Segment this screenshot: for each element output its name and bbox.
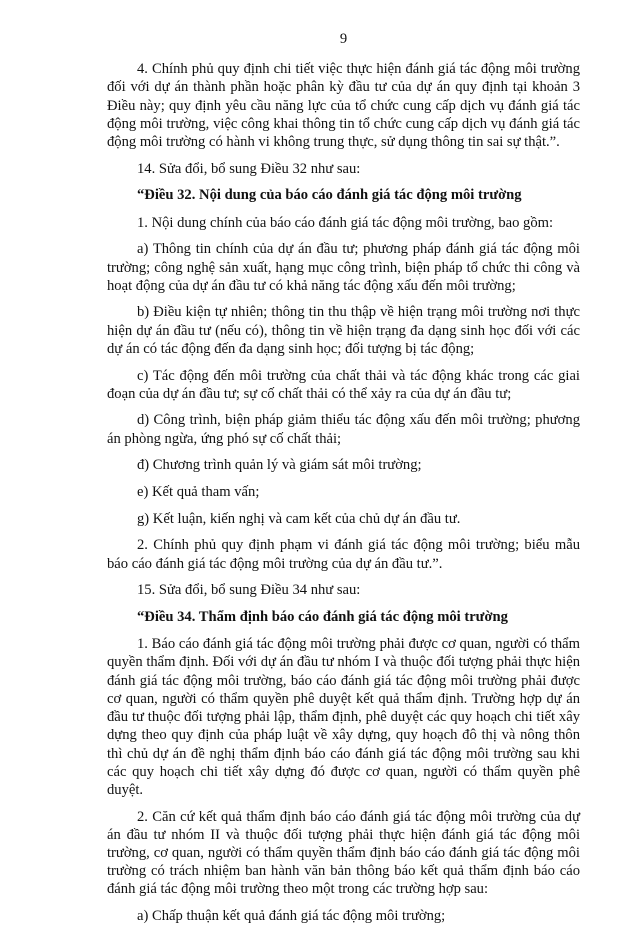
paragraph: 4. Chính phủ quy định chi tiết việc thực hiện đánh giá tác động môi trường đối với dự án thành phần hoặc phân kỳ đầu tư của dự án quy định tại khoản 3 Điều này; quy định yêu cầu năng lực của tổ chức cung cấp dịch vụ đánh giá tác động môi trường, việc công khai thông tin tổ chức cung cấp dịch vụ đánh giá tác động môi trường có hành vi không trung thực, sử dụng thông tin sai sự thật.”.: [107, 61, 580, 151]
page-number: 9: [339, 31, 348, 47]
paragraph: a) Chấp thuận kết quả đánh giá tác động môi trường;: [137, 908, 446, 925]
article-heading: “Điều 34. Thẩm định báo cáo đánh giá tác động môi trường: [137, 609, 508, 626]
paragraph: 1. Báo cáo đánh giá tác động môi trường phải được cơ quan, người có thẩm quyền thẩm định. Đối với dự án đầu tư nhóm I và thuộc đối tượng phải thực hiện đánh giá tác động môi trường, báo cáo đánh giá tác động môi trường phải được cơ quan, người có thẩm quyền phê duyệt kết quả thẩm định. Trường hợp dự án đầu tư thuộc đối tượng phải lập, thẩm định, phê duyệt các quy hoạch chi tiết xây dựng theo quy định của pháp luật về xây dựng, quy hoạch đô thị và nông thôn thì chủ dự án đề nghị thẩm định báo cáo đánh giá tác động môi trường sau khi các quy hoạch chi tiết xây dựng đó được cơ quan, người có thẩm quyền phê duyệt.: [107, 636, 580, 798]
document-body: [107, 60, 580, 925]
paragraph: 14. Sửa đổi, bổ sung Điều 32 như sau:: [137, 160, 361, 177]
paragraph: 2. Căn cứ kết quả thẩm định báo cáo đánh giá tác động môi trường của dự án đầu tư nhóm II và thuộc đối tượng phải thực hiện đánh giá tác động môi trường, cơ quan, người có thẩm quyền thẩm định báo cáo đánh giá tác động môi trường có trách nhiệm ban hành văn bản thông báo kết quả thẩm định báo cáo đánh giá tác động môi trường theo một trong các trường hợp sau:: [107, 808, 580, 898]
article-heading: “Điều 32. Nội dung của báo cáo đánh giá tác động môi trường: [137, 187, 522, 204]
paragraph: d) Công trình, biện pháp giảm thiểu tác động xấu đến môi trường; phương án phòng ngừa, ứng phó sự cố chất thải;: [107, 412, 580, 447]
paragraph: e) Kết quả tham vấn;: [137, 484, 260, 501]
paragraph: g) Kết luận, kiến nghị và cam kết của chủ dự án đầu tư.: [137, 510, 461, 527]
paragraph: đ) Chương trình quản lý và giám sát môi trường;: [137, 457, 422, 474]
paragraph: 2. Chính phủ quy định phạm vi đánh giá tác động môi trường; biểu mẫu báo cáo đánh giá tác động môi trường của dự án đầu tư.”.: [107, 537, 580, 572]
paragraph: 15. Sửa đổi, bổ sung Điều 34 như sau:: [137, 582, 361, 599]
paragraph: c) Tác động đến môi trường của chất thải và tác động khác trong các giai đoạn của dự án đầu tư; sự cố chất thải có thể xảy ra của dự án đầu tư;: [107, 367, 580, 402]
paragraph: b) Điều kiện tự nhiên; thông tin thu thập về hiện trạng môi trường nơi thực hiện dự án đầu tư (nếu có), thông tin về hiện trạng đa dạng sinh học đối với các dự án có tác động đến đa dạng sinh học; đối tượng bị tác động;: [107, 304, 580, 357]
paragraph: a) Thông tin chính của dự án đầu tư; phương pháp đánh giá tác động môi trường; công nghệ sản xuất, hạng mục công trình, biện pháp tổ chức thi công và hoạt động của dự án đầu tư có khả năng tác động xấu đến môi trường;: [107, 241, 580, 294]
paragraph: 1. Nội dung chính của báo cáo đánh giá tác động môi trường, bao gồm:: [137, 214, 554, 231]
